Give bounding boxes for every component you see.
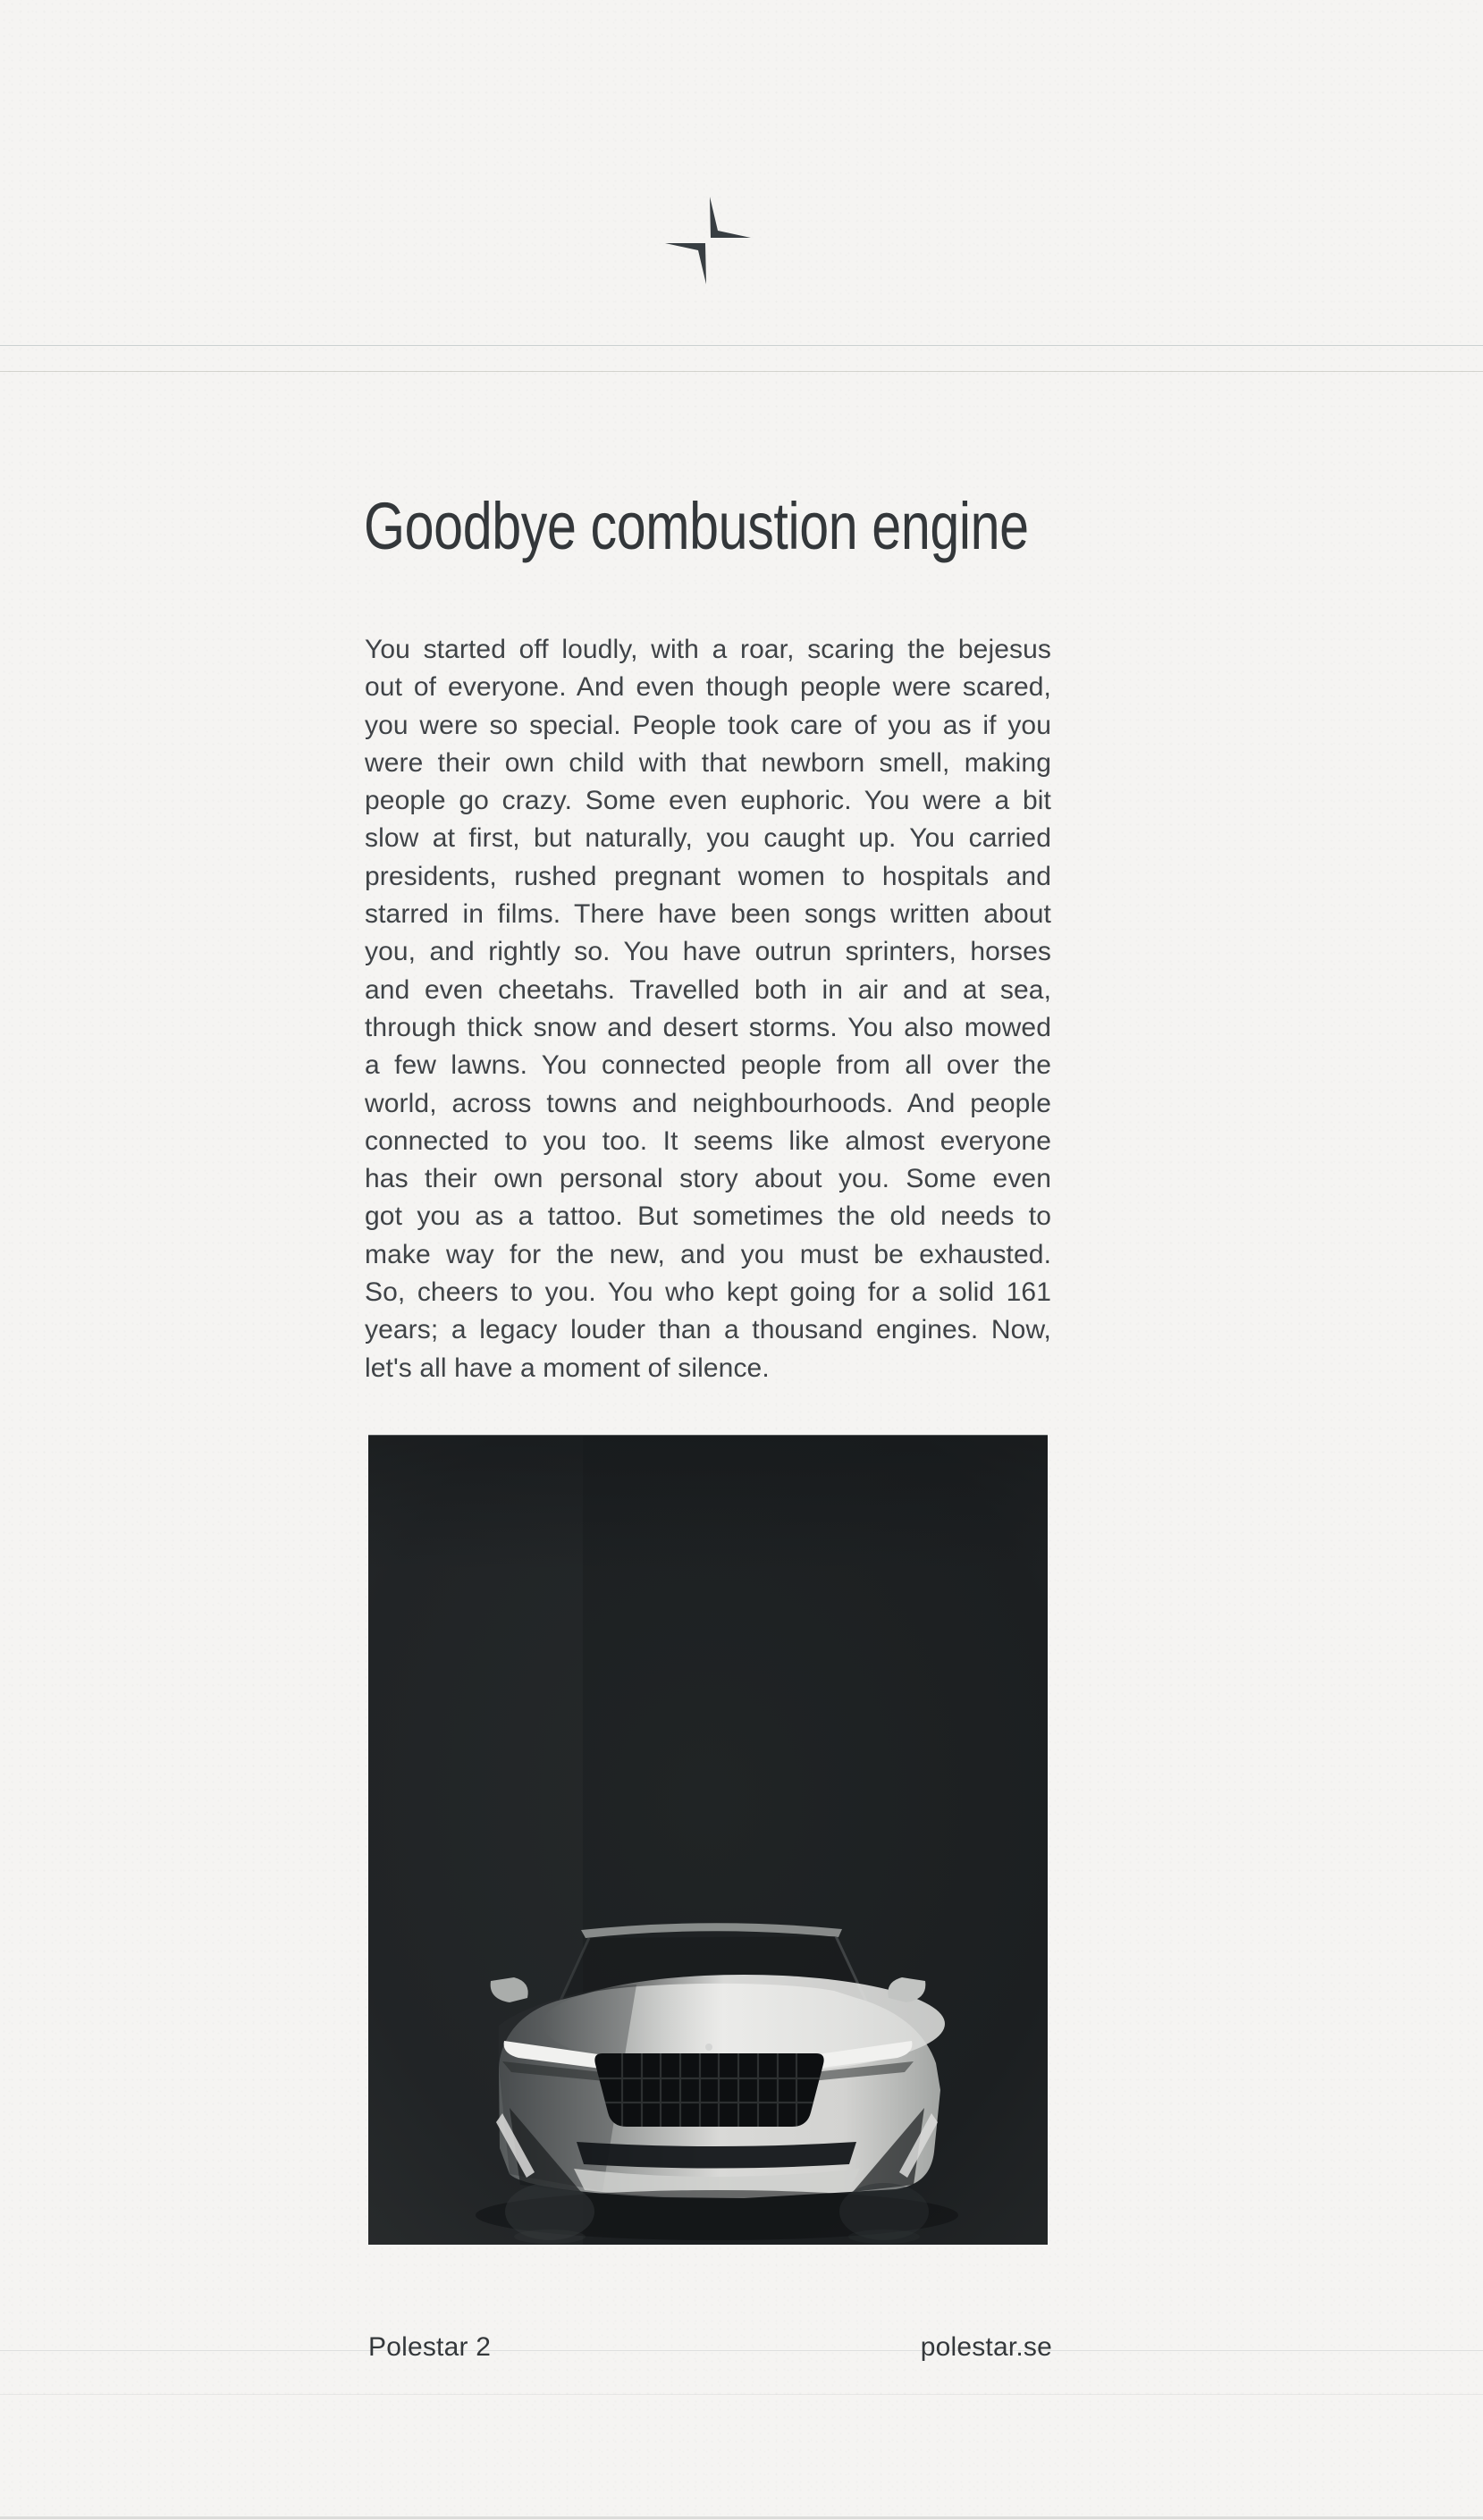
top-divider-line-2 (0, 371, 1483, 372)
body-line: got you as a tattoo. But sometimes the old needs to (365, 1201, 1051, 1232)
body-line: has their own personal story about you. Some even (365, 1164, 1051, 1194)
scan-line-1 (0, 2350, 1483, 2351)
footer-website-label: polestar.se (920, 2332, 1052, 2362)
body-line: were their own child with that newborn smell, making (365, 747, 1051, 778)
body-line: make way for the new, and you must be exhausted. (365, 1239, 1051, 1269)
page-bottom-edge (0, 2516, 1483, 2519)
body-line: you, and rightly so. You have outrun sprinters, horses (365, 937, 1051, 967)
polestar-star-icon (665, 196, 751, 285)
polestar-2-photo (368, 1435, 1048, 2245)
body-line: let's all have a moment of silence. (365, 1353, 770, 1383)
body-line: presidents, rushed pregnant women to hospitals and (365, 861, 1051, 891)
body-line: through thick snow and desert storms. You also mowed (365, 1012, 1051, 1042)
body-line: starred in films. There have been songs written about (365, 899, 1051, 930)
body-copy (365, 631, 1051, 1387)
body-line: years; a legacy louder than a thousand engines. Now, (365, 1315, 1051, 1345)
body-line: you were so special. People took care of you as if you (365, 710, 1051, 740)
page-title: Goodbye combustion engine (364, 489, 1029, 563)
body-line: So, cheers to you. You who kept going for a solid 161 (365, 1277, 1051, 1308)
body-line: out of everyone. And even though people were scared, (365, 672, 1051, 703)
top-divider-line-1 (0, 345, 1483, 346)
body-line: slow at first, but naturally, you caught up. You carried (365, 823, 1051, 854)
body-line: a few lawns. You connected people from all over the (365, 1050, 1051, 1081)
body-line: people go crazy. Some even euphoric. You were a bit (365, 786, 1051, 816)
footer-model-label: Polestar 2 (368, 2332, 492, 2362)
body-line: connected to you too. It seems like almost everyone (365, 1125, 1051, 1156)
body-line: world, across towns and neighbourhoods. And people (365, 1088, 1051, 1118)
body-line: You started off loudly, with a roar, scaring the bejesus (365, 635, 1051, 664)
car-front-illustration (368, 1436, 1048, 2245)
scan-line-2 (0, 2394, 1483, 2395)
body-line: and even cheetahs. Travelled both in air and at sea, (365, 974, 1051, 1005)
